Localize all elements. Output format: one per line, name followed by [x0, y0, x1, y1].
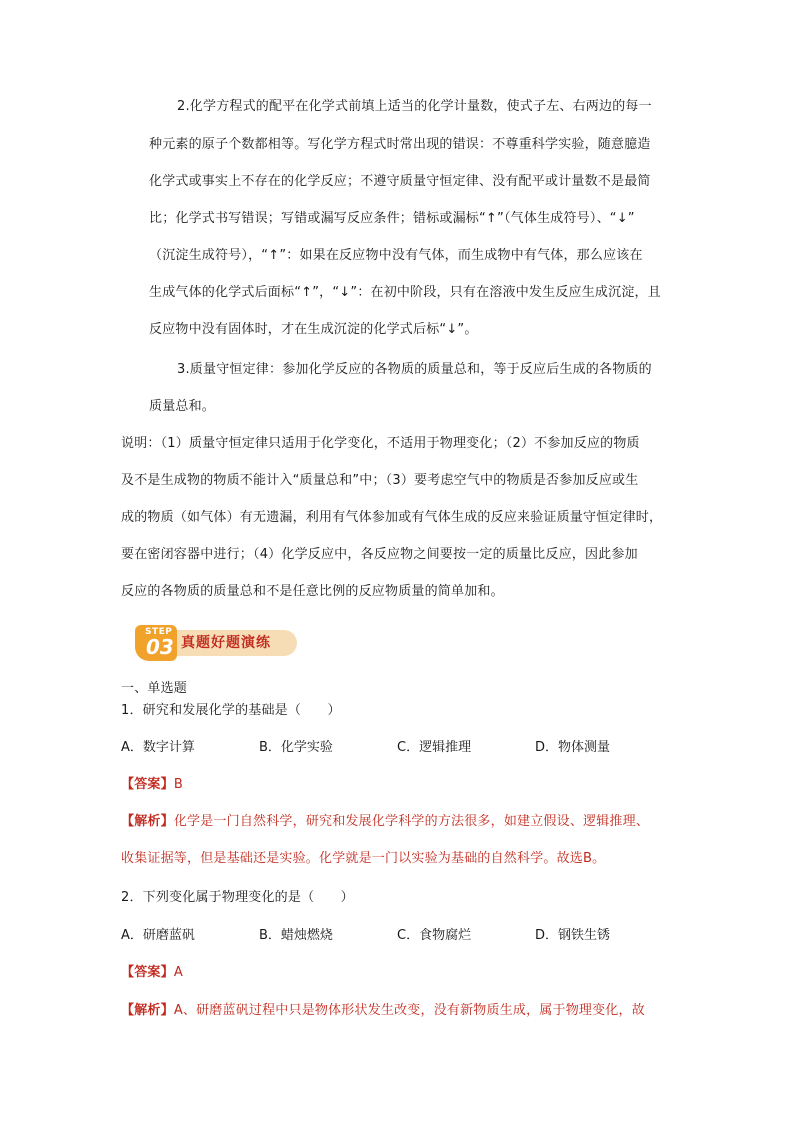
q1-stem: 1．研究和发展化学的基础是（ ） [121, 703, 341, 718]
intro-p2-line-6: 生成气体的化学式后面标“↑”，“↓”：在初中阶段，只有在溶液中发生反应生成沉淀，且 [149, 285, 661, 300]
banner-title: 真题好题演练 [181, 635, 271, 651]
step-label: STEP [145, 627, 173, 637]
q1-option-d: D．物体测量 [535, 740, 611, 755]
step-badge [135, 625, 177, 661]
q2-analysis-tag: 【解析】 [121, 1003, 174, 1018]
intro-p2-line-4: 比；化学式书写错误；写错或漏写反应条件；错标或漏标“↑”（气体生成符号）、“↓” [149, 211, 635, 226]
q2-stem: 2．下列变化属于物理变化的是（ ） [121, 890, 354, 905]
intro-p2-line-7: 反应物中没有固体时，才在生成沉淀的化学式后标“↓”。 [149, 322, 478, 337]
q1-answer [121, 776, 183, 794]
note-line-2: 及不是生成物的物质不能计入“质量总和”中；（3）要考虑空气中的物质是否参加反应或生 [121, 473, 639, 488]
note-line-4: 要在密闭容器中进行；（4）化学反应中，各反应物之间要按一定的质量比反应，因此参加 [121, 547, 638, 562]
note-line-1: 说明：（1）质量守恒定律只适用于化学变化，不适用于物理变化；（2）不参加反应的物质 [121, 436, 640, 451]
q2-answer-tag: 【答案】 [121, 965, 174, 980]
step-number: 03 [146, 635, 174, 659]
q1-analysis-line-1 [121, 813, 649, 831]
q1-option-b: B．化学实验 [259, 740, 333, 755]
q1-option-c: C．逻辑推理 [397, 740, 472, 755]
step-banner [129, 625, 299, 663]
q1-analysis-tag: 【解析】 [121, 814, 174, 829]
q2-answer-value: A [173, 965, 183, 980]
q2-option-c: C．食物腐烂 [397, 928, 472, 943]
q2-option-a: A．研磨蓝矾 [121, 928, 195, 943]
q2-answer [121, 964, 183, 982]
q1-analysis-text-1: 化学是一门自然科学，研究和发展化学科学的方法很多，如建立假设、逻辑推理、 [173, 814, 650, 829]
q1-answer-value: B [173, 777, 183, 792]
q1-answer-tag: 【答案】 [121, 777, 174, 792]
q1-option-a: A．数字计算 [121, 740, 195, 755]
intro-p2-line-1: 2.化学方程式的配平在化学式前填上适当的化学计量数，使式子左、右两边的每一 [177, 99, 652, 114]
intro-p2-line-2: 种元素的原子个数都相等。写化学方程式时常出现的错误：不尊重科学实验，随意臆造 [149, 137, 651, 152]
q2-option-b: B．蜡烛燃烧 [259, 928, 333, 943]
intro-p2-line-3: 化学式或事实上不存在的化学反应；不遵守质量守恒定律、没有配平或计量数不是最简 [149, 174, 651, 189]
intro-p2-line-5: （沉淀生成符号），“↑”：如果在反应物中没有气体，而生成物中有气体，那么应该在 [149, 248, 643, 263]
section-heading: 一、单选题 [121, 681, 188, 696]
q1-analysis-line-2: 收集证据等，但是基础还是实验。化学就是一门以实验为基础的自然科学。故选B。 [121, 851, 606, 866]
intro-p3-line-2: 质量总和。 [149, 399, 216, 414]
q2-analysis-line-1 [121, 1002, 645, 1020]
intro-p3-line-1: 3.质量守恒定律：参加化学反应的各物质的质量总和，等于反应后生成的各物质的 [177, 362, 652, 377]
note-line-5: 反应的各物质的质量总和不是任意比例的反应物质量的简单加和。 [121, 584, 504, 599]
q2-option-d: D．钢铁生锈 [535, 928, 611, 943]
q2-analysis-text-1: A、研磨蓝矾过程中只是物体形状发生改变，没有新物质生成，属于物理变化，故 [173, 1003, 645, 1018]
note-line-3: 成的物质（如气体）有无遗漏，利用有气体参加或有气体生成的反应来验证质量守恒定律时， [121, 510, 663, 525]
